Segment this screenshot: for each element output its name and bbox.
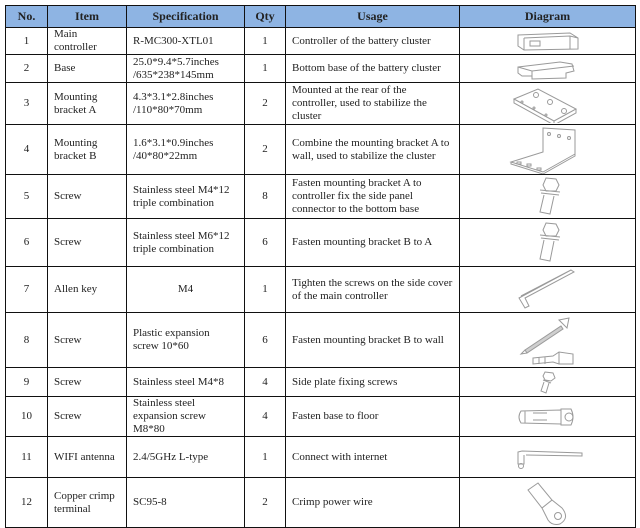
table-row [6, 28, 636, 55]
cell-qty: 2 [245, 83, 286, 125]
cell-no: 1 [6, 28, 48, 55]
table-header-row [6, 6, 636, 28]
cell-no: 12 [6, 478, 48, 528]
packing-list-table [5, 5, 636, 528]
table-row [6, 313, 636, 368]
cell-item: Mounting bracket B [48, 125, 127, 175]
cell-diagram [460, 437, 636, 478]
cell-diagram [460, 397, 636, 437]
cell-usage: Tighten the screws on the side cover of the main controller [286, 267, 460, 313]
header-item: Item [48, 6, 127, 28]
cell-item: Allen key [48, 267, 127, 313]
cell-spec: Stainless steel expansion screw M8*80 [127, 397, 245, 437]
expansion-screw-icon [513, 314, 583, 366]
cell-usage: Fasten mounting bracket A to controller fix the side panel connector to the bottom base [286, 175, 460, 219]
table-row [6, 478, 636, 528]
cell-usage: Side plate fixing screws [286, 368, 460, 397]
cell-usage: Fasten mounting bracket B to A [286, 219, 460, 267]
cell-item: Screw [48, 175, 127, 219]
cell-diagram [460, 478, 636, 528]
bracket-a-icon [508, 85, 588, 123]
cell-qty: 6 [245, 313, 286, 368]
cell-spec: Stainless steel M4*12 triple combination [127, 175, 245, 219]
cell-item: Screw [48, 368, 127, 397]
header-specification: Specification [127, 6, 245, 28]
small-screw-icon [533, 369, 563, 395]
header-no: No. [6, 6, 48, 28]
header-usage: Usage [286, 6, 460, 28]
cell-usage: Combine the mounting bracket A to wall, used to stabilize the cluster [286, 125, 460, 175]
cell-diagram [460, 55, 636, 83]
cell-item: Mounting bracket A [48, 83, 127, 125]
cell-usage: Fasten mounting bracket B to wall [286, 313, 460, 368]
crimp-terminal-icon [518, 480, 578, 526]
allen-key-icon [513, 268, 583, 312]
cell-spec: Stainless steel M6*12 triple combination [127, 219, 245, 267]
cell-spec: 1.6*3.1*0.9inches /40*80*22mm [127, 125, 245, 175]
cell-diagram [460, 175, 636, 219]
cell-item: Screw [48, 313, 127, 368]
cell-spec: SC95-8 [127, 478, 245, 528]
cell-diagram [460, 28, 636, 55]
cell-qty: 4 [245, 397, 286, 437]
cell-item: Screw [48, 219, 127, 267]
cell-diagram [460, 313, 636, 368]
cell-no: 4 [6, 125, 48, 175]
table-row [6, 437, 636, 478]
cell-no: 10 [6, 397, 48, 437]
cell-qty: 1 [245, 267, 286, 313]
cell-qty: 2 [245, 125, 286, 175]
cell-no: 7 [6, 267, 48, 313]
cell-item: Main controller [48, 28, 127, 55]
cell-spec: Plastic expansion screw 10*60 [127, 313, 245, 368]
screw-icon [528, 176, 568, 218]
cell-usage: Crimp power wire [286, 478, 460, 528]
cell-diagram [460, 125, 636, 175]
cell-usage: Connect with internet [286, 437, 460, 478]
table-row [6, 267, 636, 313]
cell-usage: Fasten base to floor [286, 397, 460, 437]
cell-spec: 4.3*3.1*2.8inches /110*80*70mm [127, 83, 245, 125]
screw-icon [528, 221, 568, 265]
main-controller-icon [508, 30, 588, 52]
cell-usage: Bottom base of the battery cluster [286, 55, 460, 83]
cell-usage: Mounted at the rear of the controller, used to stabilize the cluster [286, 83, 460, 125]
cell-spec: Stainless steel M4*8 [127, 368, 245, 397]
base-icon [508, 57, 588, 81]
cell-diagram [460, 83, 636, 125]
cell-spec: 2.4/5GHz L-type [127, 437, 245, 478]
table-row [6, 55, 636, 83]
cell-no: 9 [6, 368, 48, 397]
cell-no: 3 [6, 83, 48, 125]
cell-item: Base [48, 55, 127, 83]
cell-qty: 1 [245, 437, 286, 478]
cell-no: 11 [6, 437, 48, 478]
cell-diagram [460, 219, 636, 267]
cell-no: 5 [6, 175, 48, 219]
cell-spec: R-MC300-XTL01 [127, 28, 245, 55]
cell-qty: 8 [245, 175, 286, 219]
bracket-b-icon [503, 126, 593, 174]
cell-no: 2 [6, 55, 48, 83]
cell-qty: 2 [245, 478, 286, 528]
cell-qty: 4 [245, 368, 286, 397]
table-row [6, 125, 636, 175]
table-row [6, 175, 636, 219]
cell-qty: 1 [245, 55, 286, 83]
header-diagram: Diagram [460, 6, 636, 28]
cell-spec: 25.0*9.4*5.7inches /635*238*145mm [127, 55, 245, 83]
cell-no: 8 [6, 313, 48, 368]
cell-no: 6 [6, 219, 48, 267]
cell-qty: 1 [245, 28, 286, 55]
cell-item: WIFI antenna [48, 437, 127, 478]
table-row [6, 219, 636, 267]
cell-diagram [460, 267, 636, 313]
anchor-bolt-icon [513, 405, 583, 429]
cell-item: Copper crimp terminal [48, 478, 127, 528]
table-row [6, 83, 636, 125]
cell-qty: 6 [245, 219, 286, 267]
header-qty: Qty [245, 6, 286, 28]
cell-usage: Controller of the battery cluster [286, 28, 460, 55]
table-row [6, 397, 636, 437]
table-row [6, 368, 636, 397]
cell-diagram [460, 368, 636, 397]
antenna-icon [508, 442, 588, 472]
cell-spec: M4 [127, 267, 245, 313]
cell-item: Screw [48, 397, 127, 437]
